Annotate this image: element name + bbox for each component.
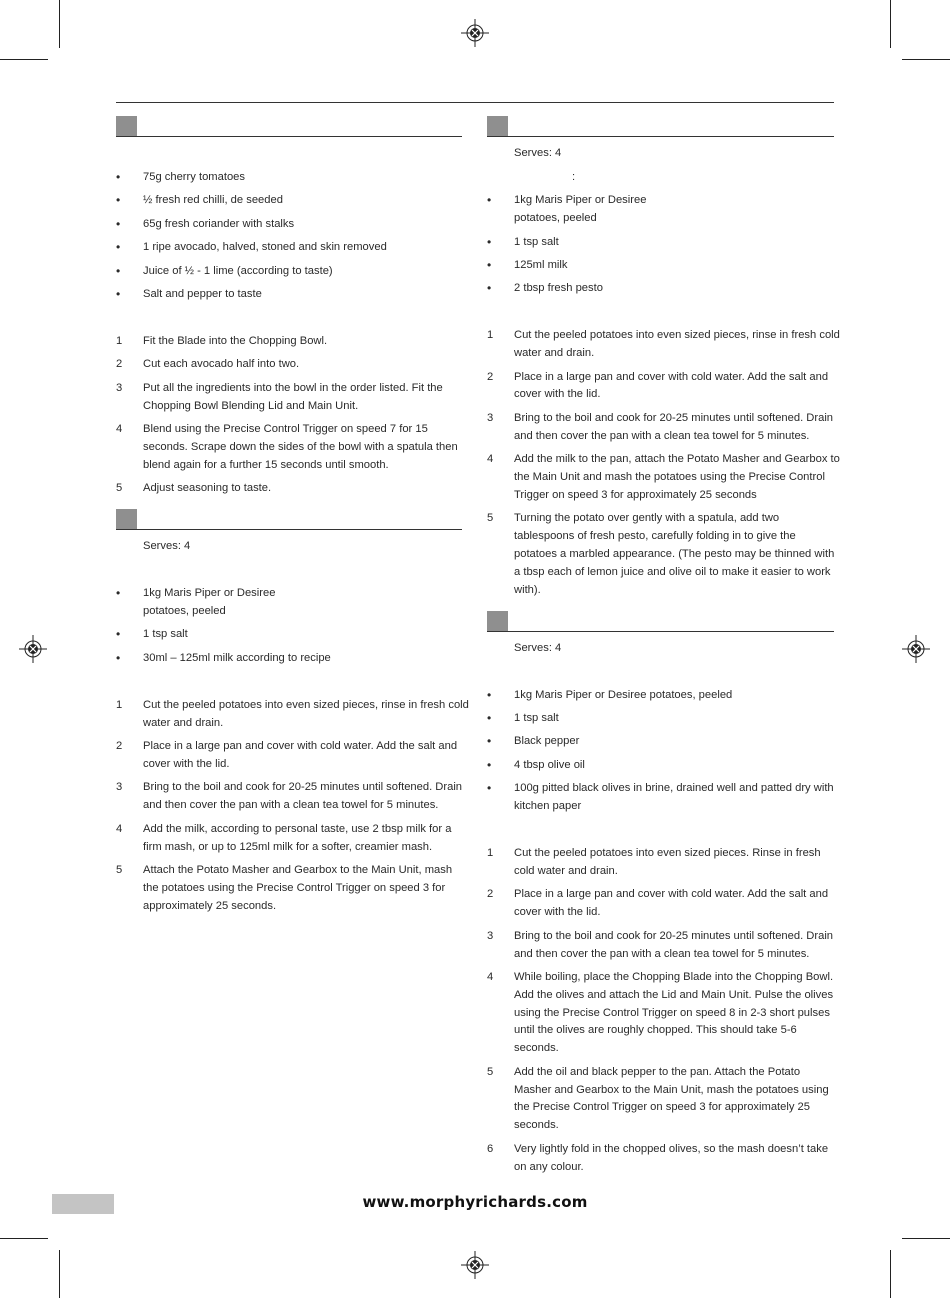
crop-mark (902, 1238, 950, 1239)
ingredient: Black pepper (514, 735, 580, 747)
section-header-guacamole (116, 116, 462, 137)
step-number: 3 (487, 412, 494, 424)
step-text: Add the oil and black pepper to the pan. Attach the Potato (514, 1066, 801, 1078)
bullet-icon: • (116, 217, 121, 231)
ingredient: 1kg Maris Piper or Desiree (514, 194, 647, 206)
ingredient: potatoes, peeled (143, 605, 226, 617)
step-number: 1 (487, 847, 494, 859)
section-header-olive (487, 611, 834, 632)
crop-mark (890, 1250, 891, 1298)
bullet-icon: • (116, 240, 121, 254)
bullet-icon: • (116, 170, 121, 184)
bullet-icon: • (116, 193, 121, 207)
ingredient: 125ml milk (514, 259, 568, 271)
step-text: Cut the peeled potatoes into even sized pieces, rinse in fresh cold (143, 699, 469, 711)
registration-mark-icon (902, 635, 930, 663)
step-text: Cut the peeled potatoes into even sized pieces, rinse in fresh cold (514, 329, 840, 341)
ingredient: 1 tsp salt (143, 628, 188, 640)
step-text: cover with the lid. (143, 758, 230, 770)
step-text: seconds. (514, 1119, 559, 1131)
ingredient: 1kg Maris Piper or Desiree (143, 587, 276, 599)
step-text: seconds. Scrape down the sides of the bowl with a spatula then (143, 441, 458, 453)
section-header-mash (116, 509, 462, 530)
bullet-icon: • (487, 193, 492, 207)
ingredient: Juice of ½ - 1 lime (according to taste) (143, 265, 333, 277)
registration-mark-icon (461, 1251, 489, 1279)
step-text: Place in a large pan and cover with cold water. Add the salt and (514, 371, 829, 383)
step-text: cold water and drain. (514, 865, 618, 877)
ingredient: potatoes, peeled (514, 212, 597, 224)
step-text: While boiling, place the Chopping Blade into the Chopping Bowl. (514, 971, 834, 983)
bullet-icon: • (116, 651, 121, 665)
step-number: 6 (487, 1143, 494, 1155)
bullet-icon: • (487, 711, 492, 725)
serves-label: Serves: 4 (514, 642, 562, 654)
step-number: 3 (487, 930, 494, 942)
step-number: 2 (487, 888, 494, 900)
ingredient: 4 tbsp olive oil (514, 759, 585, 771)
bullet-icon: • (487, 235, 492, 249)
step-text: Attach the Potato Masher and Gearbox to the Main Unit, mash (143, 864, 453, 876)
bullet-icon: • (487, 781, 492, 795)
step-text: Cut the peeled potatoes into even sized pieces. Rinse in fresh (514, 847, 821, 859)
crop-mark (59, 0, 60, 48)
step-number: 4 (487, 971, 494, 983)
step-text: Masher and Gearbox to the Main Unit, mash the potatoes using (514, 1084, 829, 1096)
bullet-icon: • (116, 627, 121, 641)
ingredient: ½ fresh red chilli, de seeded (143, 194, 283, 206)
bullet-icon: • (487, 688, 492, 702)
step-text: blend again for a further 15 seconds until smooth. (143, 459, 389, 471)
step-text: using the Precise Control Trigger on speed 8 in 2-3 short pulses (514, 1007, 830, 1019)
step-number: 2 (116, 358, 123, 370)
step-text: water and drain. (514, 347, 595, 359)
ingredient: 1 ripe avocado, halved, stoned and skin removed (143, 241, 387, 253)
ingredient: 65g fresh coriander with stalks (143, 218, 295, 230)
step-number: 4 (116, 823, 123, 835)
crop-mark (0, 59, 48, 60)
step-text: Fit the Blade into the Chopping Bowl. (143, 335, 328, 347)
crop-mark (59, 1250, 60, 1298)
ingredient: kitchen paper (514, 800, 582, 812)
step-number: 1 (487, 329, 494, 341)
registration-mark-icon (19, 635, 47, 663)
section-marker (487, 116, 508, 136)
step-text: and then cover the pan with a clean tea towel for 5 minutes. (143, 799, 439, 811)
step-text: seconds. (514, 1042, 559, 1054)
step-text: tablespoons of fresh pesto, carefully folding in to give the (514, 530, 796, 542)
step-text: Turning the potato over gently with a spatula, add two (514, 512, 780, 524)
serves-label: Serves: 4 (514, 147, 562, 159)
step-number: 1 (116, 335, 123, 347)
footer-url: www.morphyrichards.com (362, 1193, 588, 1211)
step-number: 3 (116, 781, 123, 793)
step-number: 3 (116, 382, 123, 394)
step-text: firm mash, or up to 125ml milk for a softer, creamier mash. (143, 841, 433, 853)
page-top-rule (116, 102, 834, 103)
bullet-icon: • (116, 287, 121, 301)
step-text: Very lightly fold in the chopped olives, so the mash doesn’t take (514, 1143, 829, 1155)
step-text: Trigger on speed 3 for approximately 25 seconds (514, 489, 757, 501)
step-number: 5 (487, 1066, 494, 1078)
step-text: water and drain. (143, 717, 224, 729)
step-number: 4 (487, 453, 494, 465)
step-text: Cut each avocado half into two. (143, 358, 300, 370)
crop-mark (0, 1238, 48, 1239)
bullet-icon: • (487, 281, 492, 295)
step-number: 5 (487, 512, 494, 524)
step-text: Place in a large pan and cover with cold water. Add the salt and (143, 740, 458, 752)
step-text: Bring to the boil and cook for 20-25 minutes until softened. Drain (514, 930, 834, 942)
ingredient: 2 tbsp fresh pesto (514, 282, 603, 294)
section-header-pesto (487, 116, 834, 137)
step-text: cover with the lid. (514, 388, 601, 400)
ingredient: 1kg Maris Piper or Desiree potatoes, peeled (514, 689, 733, 701)
step-text: Put all the ingredients into the bowl in the order listed. Fit the (143, 382, 443, 394)
step-number: 2 (487, 371, 494, 383)
step-text: approximately 25 seconds. (143, 900, 277, 912)
step-number: 4 (116, 423, 123, 435)
bullet-icon: • (487, 758, 492, 772)
step-number: 5 (116, 482, 123, 494)
step-text: and then cover the pan with a clean tea towel for 5 minutes. (514, 948, 810, 960)
bullet-icon: • (487, 258, 492, 272)
step-text: Chopping Bowl Blending Lid and Main Unit. (143, 400, 359, 412)
step-text: Add the milk, according to personal taste, use 2 tbsp milk for a (143, 823, 452, 835)
step-text: Blend using the Precise Control Trigger on speed 7 for 15 (143, 423, 428, 435)
bullet-icon: • (487, 734, 492, 748)
step-text: Add the olives and attach the Lid and Main Unit. Pulse the olives (514, 989, 834, 1001)
step-number: 2 (116, 740, 123, 752)
ingredient: 1 tsp salt (514, 236, 559, 248)
registration-mark-icon (461, 19, 489, 47)
step-text: a tbsp each of lemon juice and olive oil to make it easier to work (514, 566, 831, 578)
step-text: the potatoes using the Precise Control Trigger on speed 3 for (143, 882, 446, 894)
ingredient: 1 tsp salt (514, 712, 559, 724)
subheading-colon: : (572, 171, 576, 183)
step-text: cover with the lid. (514, 906, 601, 918)
step-number: 5 (116, 864, 123, 876)
step-text: the Precise Control Trigger on speed 3 for approximately 25 (514, 1101, 811, 1113)
ingredient: Salt and pepper to taste (143, 288, 262, 300)
step-text: Place in a large pan and cover with cold water. Add the salt and (514, 888, 829, 900)
step-text: until the olives are roughly chopped. This should take 5-6 (514, 1024, 797, 1036)
section-marker (116, 509, 137, 529)
serves-label: Serves: 4 (143, 540, 191, 552)
section-marker (116, 116, 137, 136)
step-text: Bring to the boil and cook for 20-25 minutes until softened. Drain (143, 781, 463, 793)
step-number: 1 (116, 699, 123, 711)
step-text: potatoes a marbled appearance. (The pesto may be thinned with (514, 548, 835, 560)
ingredient: 100g pitted black olives in brine, drained well and patted dry with (514, 782, 834, 794)
section-marker (487, 611, 508, 631)
step-text: and then cover the pan with a clean tea towel for 5 minutes. (514, 430, 810, 442)
bullet-icon: • (116, 586, 121, 600)
crop-mark (890, 0, 891, 48)
step-text: Adjust seasoning to taste. (143, 482, 272, 494)
step-text: with). (514, 584, 541, 596)
step-text: Bring to the boil and cook for 20-25 minutes until softened. Drain (514, 412, 834, 424)
step-text: the Main Unit and mash the potatoes using the Precise Control (514, 471, 825, 483)
step-text: Add the milk to the pan, attach the Potato Masher and Gearbox to (514, 453, 840, 465)
ingredient: 30ml – 125ml milk according to recipe (143, 652, 331, 664)
crop-mark (902, 59, 950, 60)
bullet-icon: • (116, 264, 121, 278)
ingredient: 75g cherry tomatoes (143, 171, 245, 183)
step-text: on any colour. (514, 1161, 584, 1173)
